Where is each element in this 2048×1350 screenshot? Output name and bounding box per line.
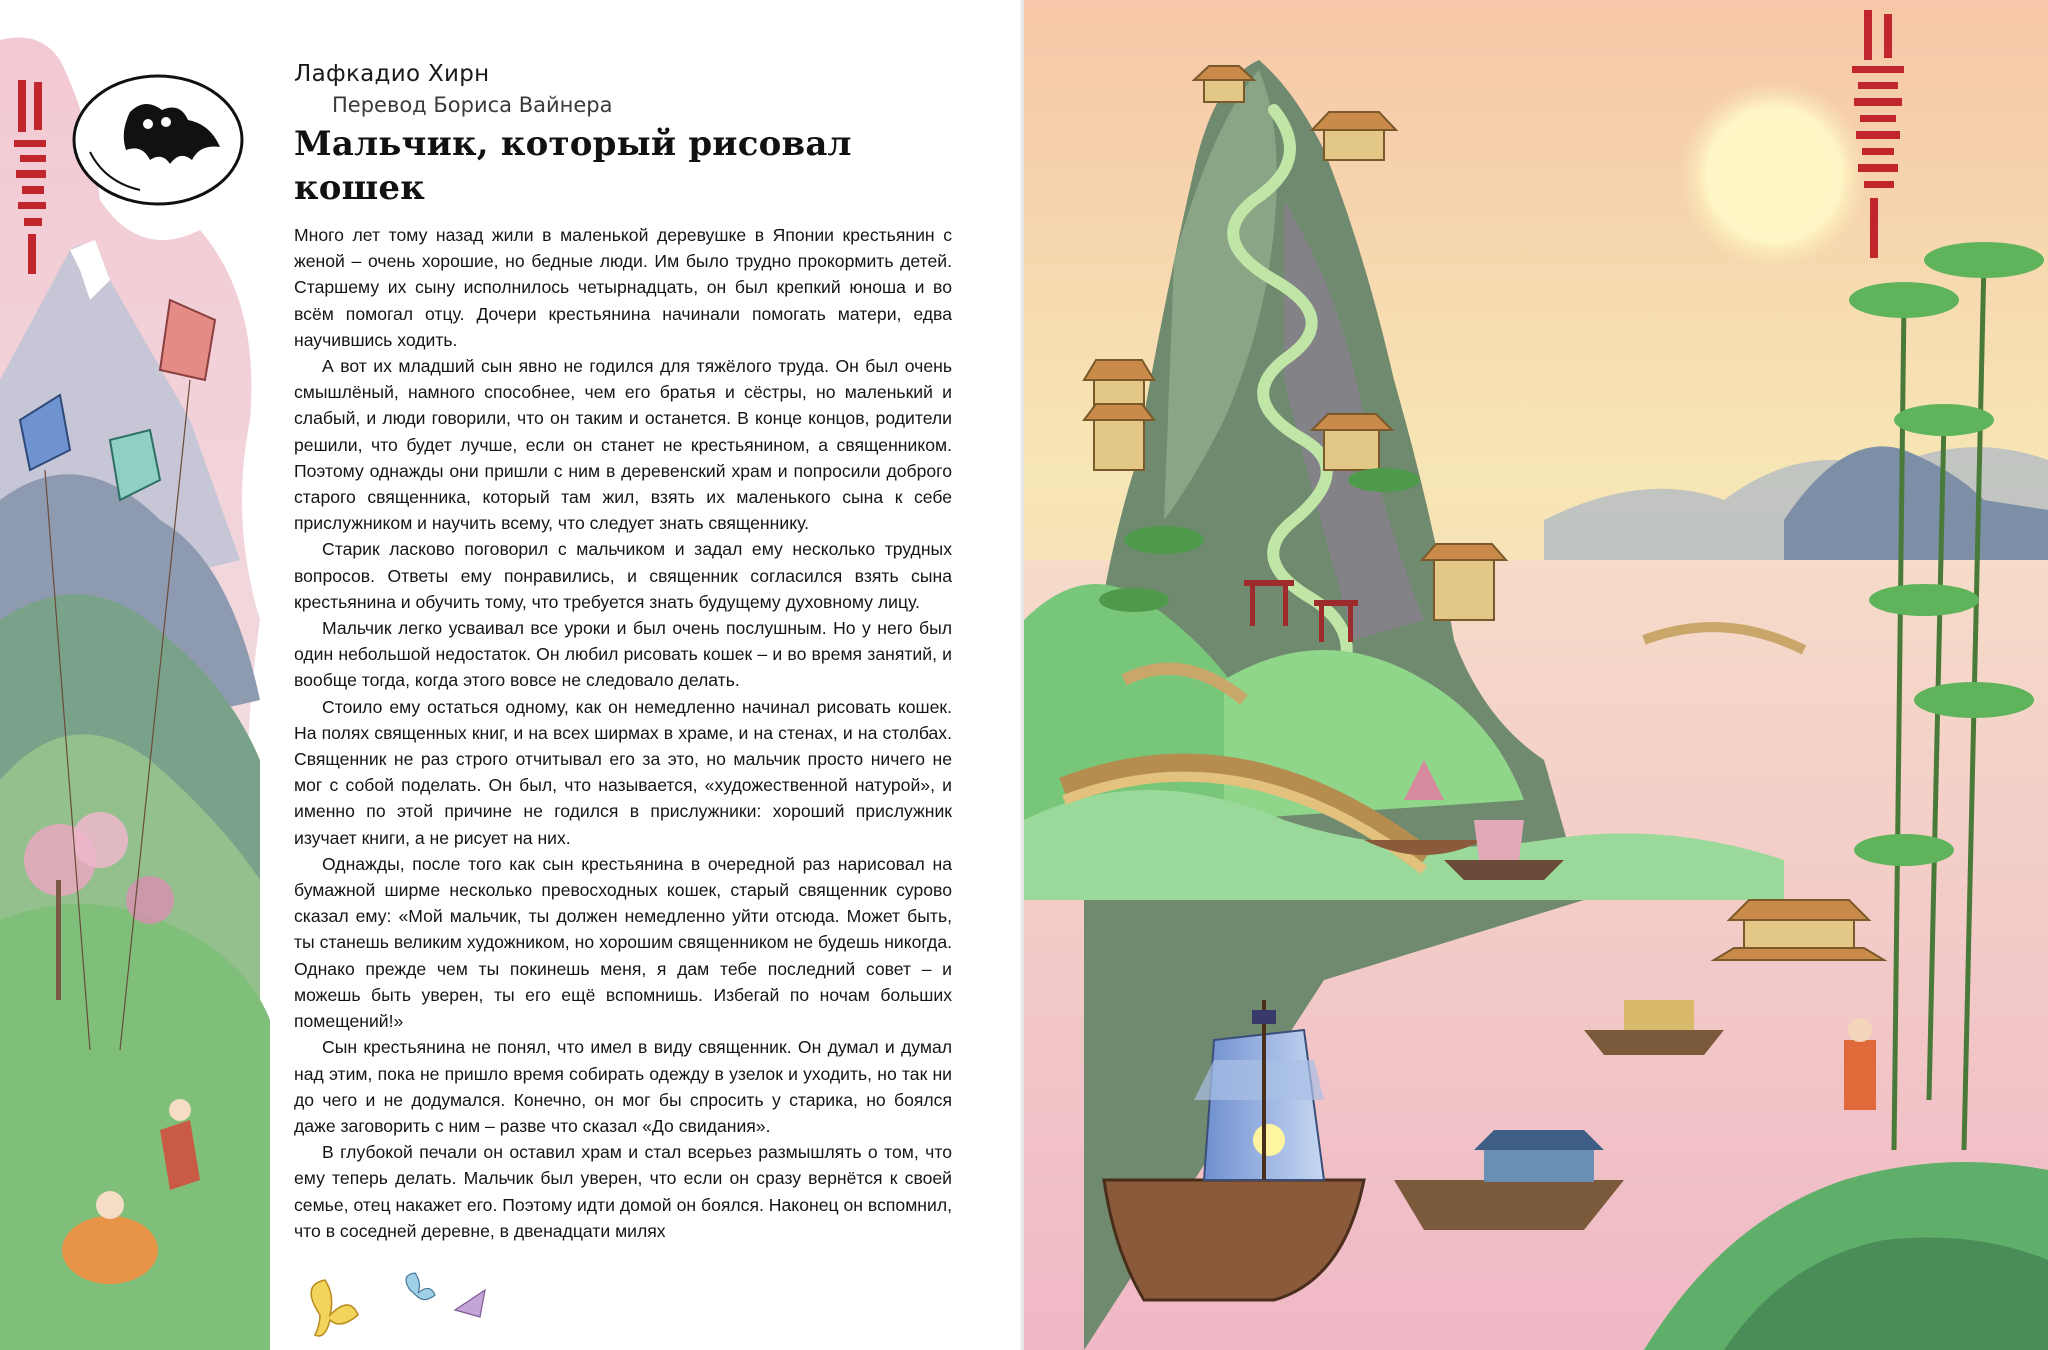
- club-logo: [70, 72, 246, 208]
- right-page-illustration: [1024, 0, 2048, 1350]
- author-name: Лафкадио Хирн: [294, 61, 490, 87]
- paragraph: Однажды, после того как сын крестьянина в очередной раз нарисовал на бумажной ширме несколько превосходных кошек, старый священник сурово сказал ему: «Мой мальчик, ты должен немедленно уйти отсюда. Может быть, ты станешь великим художником, но хорошим священником не будешь никогда. Однако прежде чем ты покинешь меня, я дам тебе последний совет – и можешь быть уверен, ты его ещё вспомнишь. Избегай по ночам больших помещений!»: [294, 853, 952, 1032]
- paragraph: Старик ласково поговорил с мальчиком и задал ему несколько трудных вопросов. Ответы ему понравились, и священник согласился взять сына крестьянина и обучить тому, что требуется знать будущему духовному лицу.: [294, 539, 952, 612]
- paragraph: Много лет тому назад жили в маленькой деревушке в Японии крестьянин с женой – очень хорошие, но бедные люди. Им было трудно прокормить детей. Старшему их сыну исполнилось четырнадцать, он был крепкий юноша и во всём помогал отцу. Дочери крестьянина начинали помогать матери, едва научившись ходить.: [294, 225, 952, 350]
- butterfly-icon: [280, 1255, 500, 1350]
- paragraph: А вот их младший сын явно не годился для тяжёлого труда. Он был очень смышлёный, намного способнее, чем его братья и сёстры, но маленький и слабый, и люди говорили, что он таким и останется. В конце концов, родители решили, что будет лучше, если он станет не крестьянином, а священником. Поэтому однажды они пришли с ним в деревенский храм и попросили доброго старого священника, который там жил, взять их маленького сына к себе прислужником и научить всему, что следует знать священнику.: [294, 356, 952, 534]
- landscape-illustration: [1024, 0, 2048, 1350]
- story-text-block: [294, 58, 952, 1244]
- butterflies-decoration: [280, 1255, 500, 1350]
- paragraph: В глубокой печали он оставил храм и стал всерьез размышлять о том, что ему теперь делать. Мальчик был уверен, что если он сразу вернётся к своей семье, отец накажет его. Поэтому идти домой он боялся. Наконец он вспомнил, что в соседней деревне, в двенадцати милях: [294, 1142, 952, 1241]
- paragraph: Мальчик легко усваивал все уроки и был очень послушным. Но у него был один небольшой недостаток. Он любил рисовать кошек – и во время занятий, и вообще тогда, когда этого вовсе не следовало делать.: [294, 618, 952, 691]
- paragraph: Стоило ему остаться одному, как он немедленно начинал рисовать кошек. На полях священных книг, и на всех ширмах в храме, и на стенах, и на столбах. Священник не раз строго отчитывал его за это, но мальчик просто ничего не мог с собой поделать. Он был, что называется, «художественной натурой», и именно по этой причине не годился в прислужники: хороший прислужник изучает книги, а не рисует на них.: [294, 696, 952, 848]
- translator-credit: Перевод Бориса Вайнера: [332, 93, 613, 117]
- paragraph: Сын крестьянина не понял, что имел в виду священник. Он думал и думал над этим, пока не пришло время собирать одежду в узелок и уходить, но так ни до чего и не додумался. Конечно, он мог бы спросить у старика, но боялся даже заговорить с ним – разве что сказал «До свидания».: [294, 1037, 952, 1136]
- bat-logo-icon: [70, 72, 246, 208]
- story-title: Мальчик, который рисовал кошек: [294, 124, 852, 208]
